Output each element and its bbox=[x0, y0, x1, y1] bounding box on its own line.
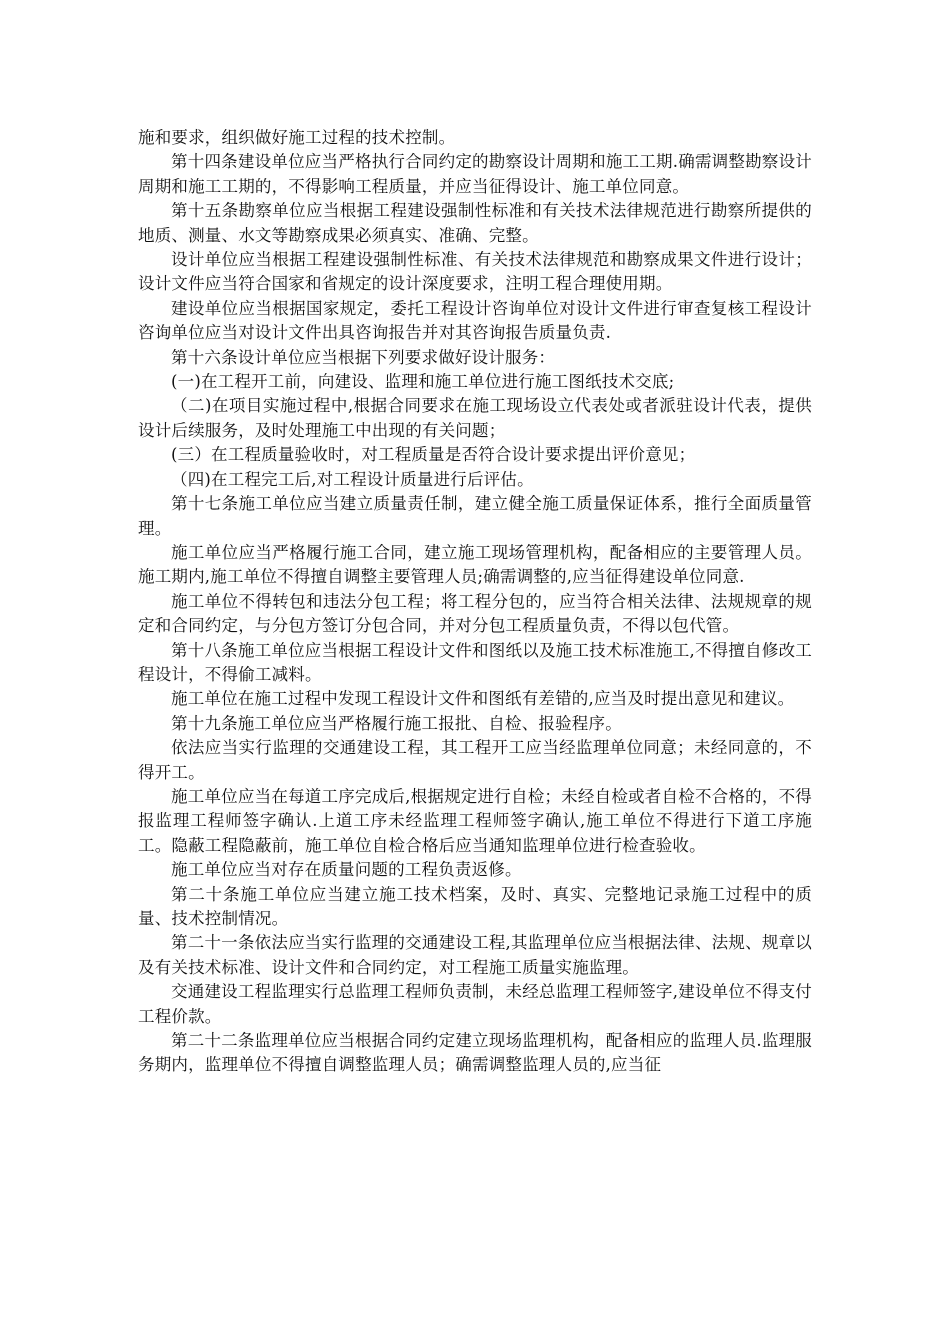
paragraph-p-21: 第二十一条依法应当实行监理的交通建设工程,其监理单位应当根据法律、法规、规章以及有关技术标准、设计文件和合同约定，对工程施工质量实施监理。 bbox=[138, 933, 812, 977]
paragraph-p-16-3: (三）在工程质量验收时，对工程质量是否符合设计要求提出评价意见； bbox=[171, 445, 696, 465]
paragraph-p-21b: 交通建设工程监理实行总监理工程师负责制，未经总监理工程师签字,建设单位不得支付工程价款。 bbox=[138, 982, 812, 1026]
paragraph-p-16-4: （四)在工程完工后,对工程设计质量进行后评估。 bbox=[171, 469, 534, 489]
paragraph-p-18: 第十八条施工单位应当根据工程设计文件和图纸以及施工技术标准施工,不得擅自修改工程设计，不得偷工减料。 bbox=[138, 640, 812, 684]
paragraph-p-16-2: （二)在项目实施过程中,根据合同要求在施工现场设立代表处或者派驻设计代表，提供设计后续服务，及时处理施工中出现的有关问题； bbox=[138, 396, 812, 440]
paragraph-p-cont: 施和要求，组织做好施工过程的技术控制。 bbox=[138, 128, 456, 147]
paragraph-p-17: 第十七条施工单位应当建立质量责任制，建立健全施工质量保证体系，推行全面质量管理。 bbox=[138, 494, 812, 538]
paragraph-p-17b: 施工单位应当严格履行施工合同，建立施工现场管理机构，配备相应的主要管理人员。施工期内,施工单位不得擅自调整主要管理人员;确需调整的,应当征得建设单位同意. bbox=[138, 542, 812, 587]
paragraph-p-15c: 建设单位应当根据国家规定，委托工程设计咨询单位对设计文件进行审查复核工程设计咨询单位应当对设计文件出具咨询报告并对其咨询报告质量负责. bbox=[138, 298, 812, 343]
paragraph-p-19d: 施工单位应当对存在质量问题的工程负责返修。 bbox=[171, 860, 522, 880]
paragraph-p-19b: 依法应当实行监理的交通建设工程，其工程开工应当经监理单位同意；未经同意的，不得开工。 bbox=[138, 738, 812, 782]
paragraph-p-17c: 施工单位不得转包和违法分包工程；将工程分包的，应当符合相关法律、法规规章的规定和合同约定，与分包方签订分包合同，并对分包工程质量负责，不得以包代管。 bbox=[138, 591, 812, 636]
paragraph-p-15: 第十五条勘察单位应当根据工程建设强制性标准和有关技术法律规范进行勘察所提供的地质、测量、水文等勘察成果必须真实、准确、完整。 bbox=[138, 201, 812, 245]
paragraph-p-22: 第二十二条监理单位应当根据合同约定建立现场监理机构，配备相应的监理人员.监理服务期内，监理单位不得擅自调整监理人员；确需调整监理人员的,应当征 bbox=[138, 1031, 812, 1075]
paragraph-p-14: 第十四条建设单位应当严格执行合同约定的勘察设计周期和施工工期.确需调整勘察设计周期和施工工期的，不得影响工程质量，并应当征得设计、施工单位同意。 bbox=[138, 152, 812, 196]
paragraph-p-19: 第十九条施工单位应当严格履行施工报批、自检、报验程序。 bbox=[171, 713, 622, 733]
paragraph-p-15b: 设计单位应当根据工程建设强制性标准、有关技术法律规范和勘察成果文件进行设计；设计文件应当符合国家和省规定的设计深度要求，注明工程合理使用期。 bbox=[138, 250, 812, 294]
document-body bbox=[138, 126, 812, 1078]
paragraph-p-18b: 施工单位在施工过程中发现工程设计文件和图纸有差错的,应当及时提出意见和建议。 bbox=[171, 689, 795, 709]
paragraph-p-19c: 施工单位应当在每道工序完成后,根据规定进行自检；未经自检或者自检不合格的，不得报监理工程师签字确认.上道工序未经监理工程师签字确认,施工单位不得进行下道工序施工。隐蔽工程隐蔽前，施工单位自检合格后应当通知监理单位进行检查验收。 bbox=[138, 786, 812, 855]
paragraph-p-16: 第十六条设计单位应当根据下列要求做好设计服务： bbox=[171, 347, 556, 367]
paragraph-p-20: 第二十条施工单位应当建立施工技术档案，及时、真实、完整地记录施工过程中的质量、技术控制情况。 bbox=[138, 884, 812, 928]
paragraph-p-16-1: (一)在工程开工前，向建设、监理和施工单位进行施工图纸技术交底; bbox=[171, 372, 675, 392]
